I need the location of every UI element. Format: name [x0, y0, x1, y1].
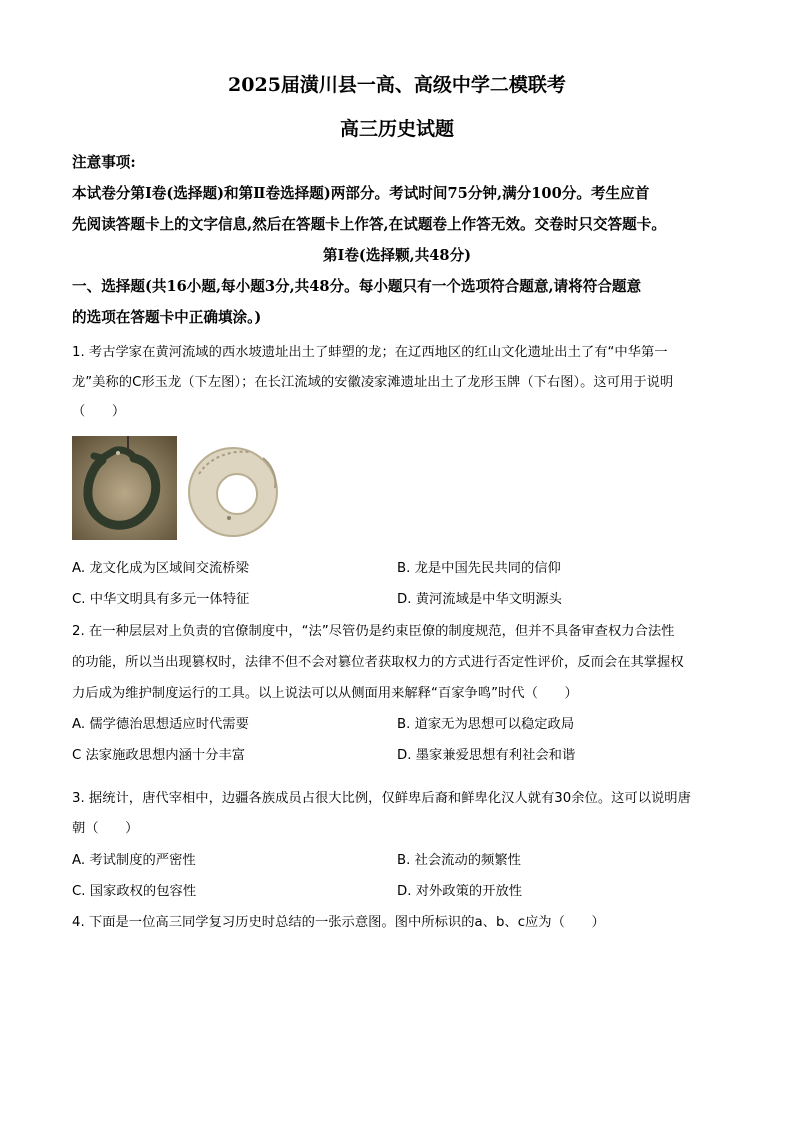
- question-1-line-3: （ ）: [72, 404, 126, 419]
- question-3-line-1: 3. 据统计，唐代宰相中，边疆各族成员占很大比例，仅鲜卑后裔和鲜卑化汉人就有30余位。这可以说明唐: [72, 791, 691, 806]
- jade-plaque-photo-right: [179, 436, 289, 540]
- question-1-option-a[interactable]: A. 龙文化成为区域间交流桥梁: [72, 561, 249, 576]
- question-4-line-1: 4. 下面是一位高三同学复习历史时总结的一张示意图。图中所标识的a、b、c应为（ ）: [72, 915, 605, 930]
- notice-line-1: 本试卷分第Ⅰ卷(选择题)和第Ⅱ卷选择题)两部分。考试时间75分钟,满分100分。考生应首: [72, 185, 650, 202]
- jade-dragon-photo-left: [72, 436, 177, 540]
- question-2-option-b[interactable]: B. 道家无为思想可以稳定政局: [397, 717, 575, 732]
- section-title: 第Ⅰ卷(选择颗,共48分): [322, 247, 472, 264]
- question-1-option-b[interactable]: B. 龙是中国先民共同的信仰: [397, 561, 561, 576]
- exam-title: 2025届潢川县一高、高级中学二模联考: [228, 74, 566, 96]
- section-instruction-2: 的选项在答题卡中正确填涂。): [72, 309, 262, 326]
- notice-heading: 注意事项:: [72, 154, 136, 171]
- question-2-line-2: 的功能，所以当出现篡权时，法律不但不会对篡位者获取权力的方式进行否定性评价，反而会在其掌握权: [72, 655, 684, 670]
- notice-line-2: 先阅读答题卡上的文字信息,然后在答题卡上作答,在试题卷上作答无效。交卷时只交答题卡。: [72, 216, 666, 233]
- section-instruction-1: 一、选择题(共16小题,每小题3分,共48分。每小题只有一个选项符合题意,请将符合题意: [72, 278, 642, 295]
- question-2-option-c[interactable]: C 法家施政思想内涵十分丰富: [72, 748, 246, 763]
- question-3-option-b[interactable]: B. 社会流动的频繁性: [397, 853, 521, 868]
- question-3-line-2: 朝（ ）: [72, 821, 139, 836]
- question-3-option-a[interactable]: A. 考试制度的严密性: [72, 853, 196, 868]
- question-2-line-3: 力后成为维护制度运行的工具。以上说法可以从侧面用来解释“百家争鸣”时代（ ）: [72, 686, 578, 701]
- exam-subtitle: 高三历史试题: [339, 118, 454, 140]
- question-1-line-1: 1. 考古学家在黄河流域的西水坡遗址出土了蚌塑的龙；在辽西地区的红山文化遗址出土了有“中华第一: [72, 345, 668, 360]
- question-1-line-2: 龙”美称的C形玉龙（下左图）；在长江流域的安徽凌家滩遗址出土了龙形玉牌（下右图）。这可用于说明: [72, 375, 674, 390]
- question-3-option-d[interactable]: D. 对外政策的开放性: [397, 884, 523, 899]
- question-2-line-1: 2. 在一种层层对上负责的官僚制度中，“法”尽管仍是约束臣僚的制度规范，但并不具备审查权力合法性: [72, 624, 675, 639]
- question-2-option-d[interactable]: D. 墨家兼爱思想有利社会和谐: [397, 748, 576, 763]
- question-1-option-c[interactable]: C. 中华文明具有多元一体特征: [72, 592, 250, 607]
- question-1-option-d[interactable]: D. 黄河流域是中华文明源头: [397, 592, 562, 607]
- question-2-option-a[interactable]: A. 儒学德治思想适应时代需要: [72, 717, 249, 732]
- question-3-option-c[interactable]: C. 国家政权的包容性: [72, 884, 197, 899]
